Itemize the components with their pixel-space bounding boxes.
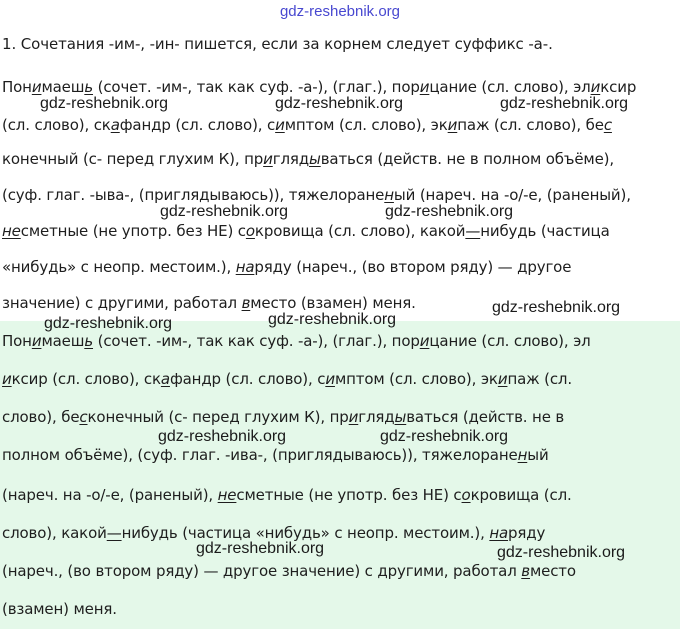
answer-panel-highlight xyxy=(0,321,680,629)
answer1-line-7: значение) с другими, работал вместо (взамен) меня. xyxy=(2,294,416,312)
watermark: gdz-reshebnik.org xyxy=(500,95,629,112)
watermark: gdz-reshebnik.org xyxy=(275,95,404,112)
watermark: gdz-reshebnik.org xyxy=(158,428,287,445)
answer1-line-2: (сл. слово), скафандр (сл. слово), симптом (сл. слово), экипаж (сл. слово), бес xyxy=(2,116,612,134)
answer2-line-1: Понимаешь (сочет. -им-, так как суф. -а-), (глаг.), порицание (сл. слово), эл xyxy=(2,332,591,350)
task-statement: 1. Сочетания -им-, -ин- пишется, если за корнем следует суффикс -а-. xyxy=(2,35,553,53)
answer2-line-3: слово), бесконечный (с- перед глухим К), приглядываться (действ. не в xyxy=(2,408,565,426)
watermark: gdz-reshebnik.org xyxy=(380,428,509,445)
answer1-line-1: Понимаешь (сочет. -им-, так как суф. -а-), (глаг.), порицание (сл. слово), эликсир xyxy=(2,78,637,96)
answer2-line-8: (взамен) меня. xyxy=(2,600,117,618)
answer2-line-5: (нареч. на -о/-е, (раненый), несметные (не употр. без НЕ) сокровища (сл. xyxy=(2,486,572,504)
watermark: gdz-reshebnik.org xyxy=(44,315,173,332)
watermark: gdz-reshebnik.org xyxy=(40,95,169,112)
answer1-line-4: (суф. глаг. -ыва-, (приглядываюсь)), тяжелораненый (нареч. на -о/-е, (раненый), xyxy=(2,186,631,204)
answer1-line-5: несметные (не употр. без НЕ) сокровища (сл. слово), какой—нибудь (частица xyxy=(2,222,610,240)
watermark: gdz-reshebnik.org xyxy=(492,299,621,316)
answer2-line-7: (нареч., (во втором ряду) — другое значение) с другими, работал вместо xyxy=(2,562,576,580)
site-header-link[interactable]: gdz-reshebnik.org xyxy=(279,3,401,20)
watermark: gdz-reshebnik.org xyxy=(385,203,514,220)
watermark: gdz-reshebnik.org xyxy=(268,311,397,328)
answer2-line-6: слово), какой—нибудь (частица «нибудь» с неопр. местоим.), наряду xyxy=(2,524,546,542)
answer1-line-6: «нибудь» с неопр. местоим.), наряду (нареч., (во втором ряду) — другое xyxy=(2,258,572,276)
watermark: gdz-reshebnik.org xyxy=(497,544,626,561)
answer2-line-2: иксир (сл. слово), скафандр (сл. слово), симптом (сл. слово), экипаж (сл. xyxy=(2,370,572,388)
answer1-line-3: конечный (с- перед глухим К), приглядываться (действ. не в полном объёме), xyxy=(2,150,615,168)
watermark: gdz-reshebnik.org xyxy=(160,203,289,220)
answer2-line-4: полном объёме), (суф. глаг. -ива-, (приглядываюсь)), тяжелораненый xyxy=(2,446,549,464)
watermark: gdz-reshebnik.org xyxy=(196,540,325,557)
